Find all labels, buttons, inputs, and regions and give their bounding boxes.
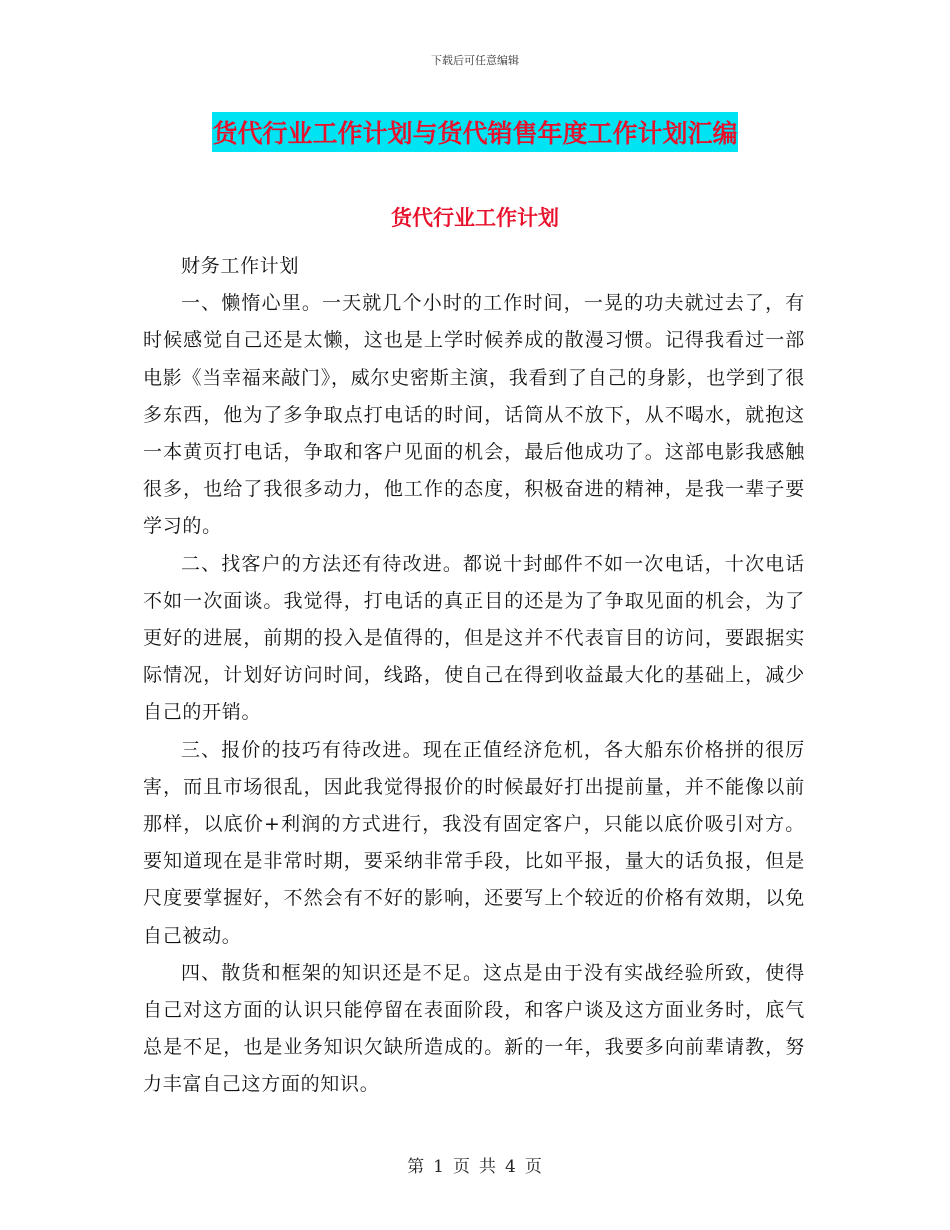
total-pages: 4 xyxy=(505,1157,517,1177)
section-title: 货代行业工作计划 xyxy=(391,206,559,230)
header-note: 下载后可任意编辑 xyxy=(431,54,519,67)
main-title-container xyxy=(0,112,950,152)
page-number: 1 xyxy=(433,1157,445,1177)
paragraph: 二、找客户的方法还有待改进。都说十封邮件不如一次电话，十次电话不如一次面谈。我觉得，打电话的真正目的还是为了争取见面的机会，为了更好的进展，前期的投入是值得的，但是这并不代表盲目的访问，要跟据实际情况，计划好访问时间，线路，使自己在得到收益最大化的基础上，减少自己的开销。 xyxy=(143,552,805,724)
footer-prefix: 第 xyxy=(407,1157,426,1177)
paragraph: 四、散货和框架的知识还是不足。这点是由于没有实战经验所致，使得自己对这方面的认识只能停留在表面阶段，和客户谈及这方面业务时，底气总是不足，也是业务知识欠缺所造成的。新的一年，我要多向前辈请教，努力丰富自己这方面的知识。 xyxy=(143,961,805,1096)
footer-mid: 页 xyxy=(453,1157,471,1177)
page-footer xyxy=(0,1152,950,1177)
paragraph: 一、懒惰心里。一天就几个小时的工作时间，一晃的功夫就过去了，有时候感觉自己还是太懒，这也是上学时候养成的散漫习惯。记得我看过一部电影《当幸福来敲门》，威尔史密斯主演，我看到了自己的身影，也学到了很多东西，他为了多争取点打电话的时间，话筒从不放下，从不喝水，就抱这一本黄页打电话，争取和客户见面的机会，最后他成功了。这部电影我感触很多，也给了我很多动力，他工作的态度，积极奋进的精神，是我一辈子要学习的。 xyxy=(143,292,805,538)
body-text xyxy=(143,248,805,1104)
paragraph-heading: 财务工作计划 xyxy=(181,255,300,277)
paragraph: 三、报价的技巧有待改进。现在正值经济危机，各大船东价格拼的很厉害，而且市场很乱，因此我觉得报价的时候最好打出提前量，并不能像以前那样，以底价+利润的方式进行，我没有固定客户，只能以底价吸引对方。要知道现在是非常时期，要采纳非常手段，比如平报，量大的话负报，但是尺度要掌握好，不然会有不好的影响，还要写上个较近的价格有效期，以免自己被动。 xyxy=(143,738,805,947)
footer-total-label: 共 xyxy=(479,1157,497,1177)
footer-suffix: 页 xyxy=(524,1157,543,1177)
main-title: 货代行业工作计划与货代销售年度工作计划汇编 xyxy=(212,112,737,152)
